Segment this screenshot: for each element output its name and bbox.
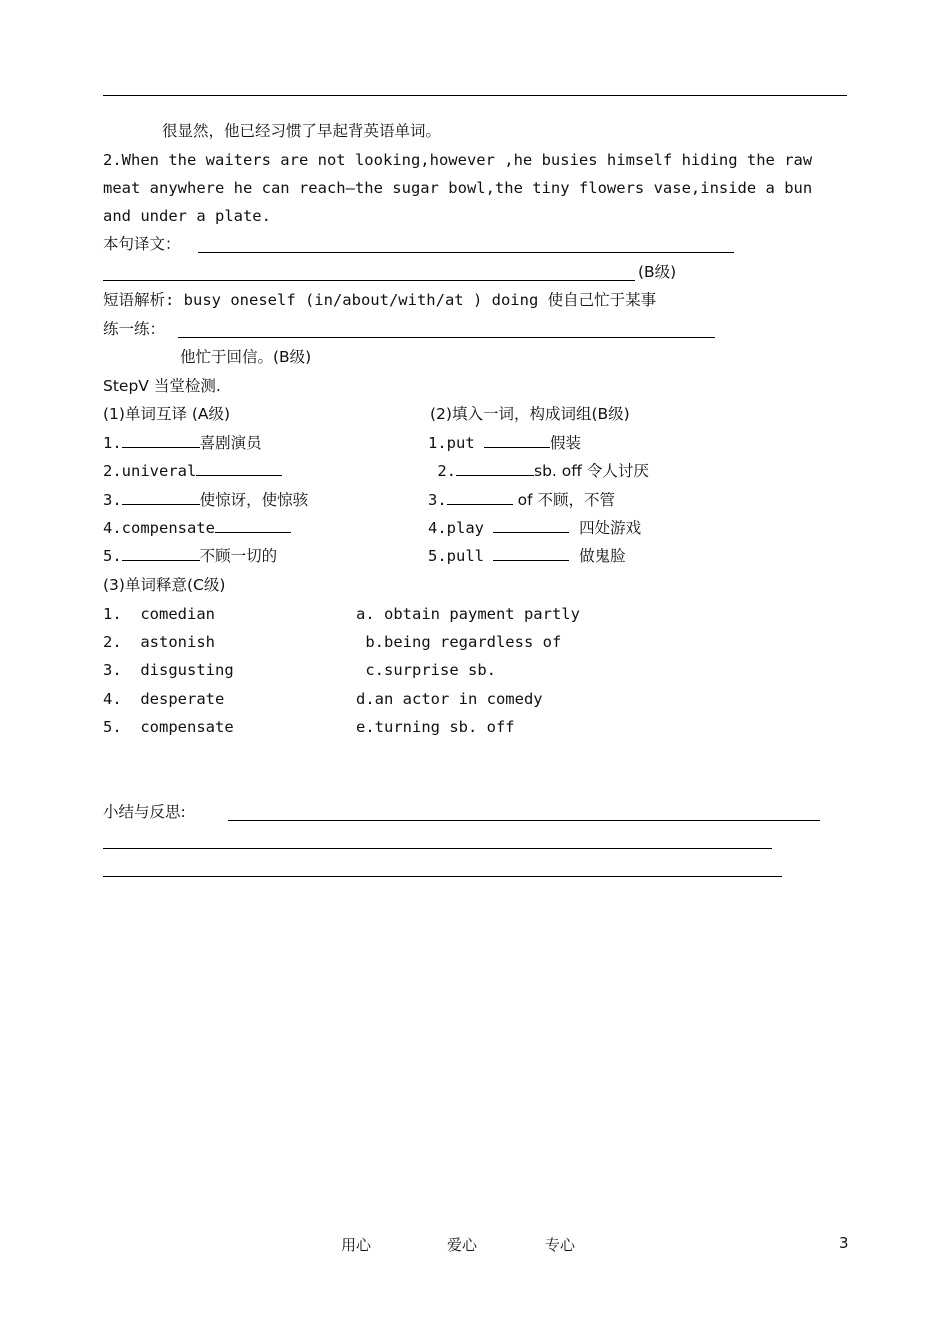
practice-answer-line[interactable] [178, 337, 715, 338]
answer-blank[interactable] [196, 461, 282, 476]
col1-item-5: 5. 不顾一切的 [103, 547, 278, 565]
phrase-analysis: 短语解析: busy oneself (in/about/with/at ) doing 使自己忙于某事 [103, 291, 657, 309]
answer-blank[interactable] [493, 518, 569, 533]
page-number: 3 [839, 1234, 849, 1252]
translate-label: 本句译文： [103, 235, 181, 253]
translate-level: (B级) [638, 263, 677, 281]
summary-label: 小结与反思: [103, 803, 186, 821]
col2-title: (2)填入一词，构成词组(B级) [430, 405, 630, 423]
word-1: 1. comedian [103, 605, 215, 623]
footer-motto-1: 用心 [341, 1236, 372, 1254]
footer-motto-3: 专心 [545, 1236, 576, 1254]
summary-line-2[interactable] [103, 848, 772, 849]
meaning-a: a. obtain payment partly [356, 605, 580, 623]
step5-title: StepⅤ 当堂检测. [103, 377, 221, 395]
practice-text: 他忙于回信。(B级) [180, 348, 312, 366]
answer-blank[interactable] [122, 490, 200, 505]
summary-line-3[interactable] [103, 876, 782, 877]
header-rule [103, 95, 847, 96]
col1-title: (1)单词互译 (A级) [103, 405, 231, 423]
translate-answer-line-2[interactable] [103, 280, 635, 281]
col3-title: (3)单词释意(C级) [103, 576, 226, 594]
translate-answer-line-1[interactable] [198, 252, 734, 253]
col2-item-5: 5.pull 做鬼脸 [428, 547, 626, 565]
intro-translation: 很显然，他已经习惯了早起背英语单词。 [162, 122, 442, 140]
col1-item-2: 2.univeral [103, 461, 282, 481]
footer-motto-2: 爱心 [447, 1236, 478, 1254]
answer-blank[interactable] [215, 518, 291, 533]
meaning-e: e.turning sb. off [356, 718, 515, 736]
col2-item-1: 1.put 假装 [428, 434, 582, 452]
answer-blank[interactable] [122, 433, 200, 448]
col2-item-2: 2. sb. off 令人讨厌 [428, 462, 649, 480]
meaning-b: b.being regardless of [356, 633, 562, 651]
word-5: 5. compensate [103, 718, 234, 736]
sentence2-line2: meat anywhere he can reach—the sugar bowl,the tiny flowers vase,inside a bun [103, 179, 813, 197]
sentence2-line3: and under a plate. [103, 207, 271, 225]
meaning-c: c.surprise sb. [356, 661, 496, 679]
answer-blank[interactable] [493, 546, 569, 561]
practice-label: 练一练： [103, 320, 166, 338]
col1-item-1: 1. 喜剧演员 [103, 434, 262, 452]
summary-line-1[interactable] [228, 820, 820, 821]
answer-blank[interactable] [122, 546, 200, 561]
word-3: 3. disgusting [103, 661, 234, 679]
col1-item-4: 4.compensate [103, 518, 291, 538]
col1-item-3: 3. 使惊讶，使惊骇 [103, 491, 309, 509]
col2-item-4: 4.play 四处游戏 [428, 519, 642, 537]
meaning-d: d.an actor in comedy [356, 690, 543, 708]
word-4: 4. desperate [103, 690, 225, 708]
answer-blank[interactable] [456, 461, 534, 476]
answer-blank[interactable] [447, 490, 513, 505]
col2-item-3: 3. of 不顾，不管 [428, 491, 615, 509]
word-2: 2. astonish [103, 633, 215, 651]
answer-blank[interactable] [484, 433, 550, 448]
sentence2-line1: 2.When the waiters are not looking,however ,he busies himself hiding the raw [103, 151, 813, 169]
